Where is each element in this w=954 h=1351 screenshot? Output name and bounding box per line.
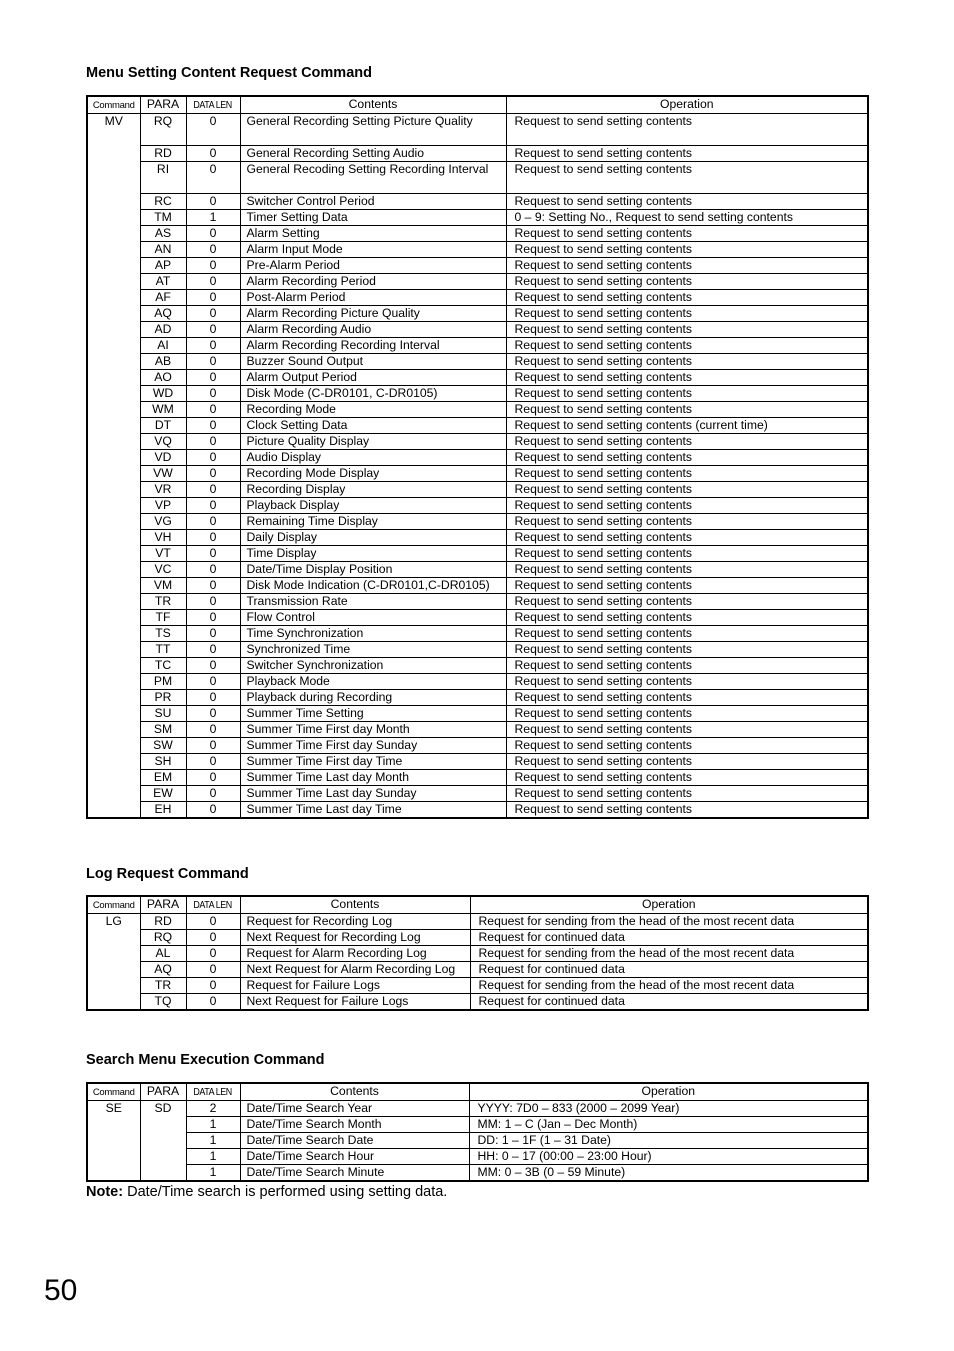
datalen-cell: 0: [186, 562, 240, 578]
menu-section-title: Menu Setting Content Request Command: [86, 65, 372, 81]
para-cell: EH: [140, 802, 186, 818]
table-row: [87, 946, 868, 962]
datalen-cell: 0: [186, 914, 240, 930]
operation-cell: Request to send setting contents (current time): [506, 418, 868, 434]
datalen-cell: 0: [186, 546, 240, 562]
table-row: [87, 258, 868, 274]
header-operation: Operation: [470, 896, 868, 914]
operation-cell: Request to send setting contents: [506, 770, 868, 786]
log-command-table: [86, 895, 869, 1011]
para-cell: WM: [140, 402, 186, 418]
operation-cell: Request to send setting contents: [506, 626, 868, 642]
para-cell: AQ: [140, 306, 186, 322]
table-row: [87, 562, 868, 578]
contents-cell: Playback Mode: [240, 674, 506, 690]
para-cell: SU: [140, 706, 186, 722]
contents-cell: Summer Time Last day Time: [240, 802, 506, 818]
contents-cell: Summer Time Last day Month: [240, 770, 506, 786]
operation-cell: DD: 1 – 1F (1 – 31 Date): [469, 1133, 868, 1149]
table-row: [87, 290, 868, 306]
contents-cell: Alarm Recording Audio: [240, 322, 506, 338]
contents-cell: Alarm Setting: [240, 226, 506, 242]
datalen-cell: 0: [186, 290, 240, 306]
contents-cell: Synchronized Time: [240, 642, 506, 658]
contents-cell: General Recoding Setting Recording Interval: [240, 162, 506, 194]
table-row: [87, 162, 868, 194]
table-row: [87, 274, 868, 290]
para-cell: PR: [140, 690, 186, 706]
datalen-cell: 0: [186, 242, 240, 258]
datalen-cell: 0: [186, 690, 240, 706]
operation-cell: Request to send setting contents: [506, 370, 868, 386]
header-datalen: DATA LEN: [186, 896, 240, 914]
header-para: PARA: [140, 1083, 186, 1101]
search-section-title: Search Menu Execution Command: [86, 1052, 325, 1068]
page-number: 50: [44, 1274, 78, 1307]
para-cell: TR: [140, 978, 186, 994]
datalen-cell: 0: [186, 322, 240, 338]
header-contents: Contents: [240, 1083, 469, 1101]
datalen-cell: 0: [186, 786, 240, 802]
note-text: Date/Time search is performed using setting data.: [123, 1184, 448, 1200]
contents-cell: Next Request for Failure Logs: [240, 994, 470, 1010]
operation-cell: Request to send setting contents: [506, 578, 868, 594]
header-command: Command: [87, 96, 140, 114]
contents-cell: Daily Display: [240, 530, 506, 546]
table-row: [87, 770, 868, 786]
datalen-cell: 0: [186, 466, 240, 482]
para-cell: PM: [140, 674, 186, 690]
para-cell: AF: [140, 290, 186, 306]
datalen-cell: 0: [186, 338, 240, 354]
datalen-cell: 0: [186, 994, 240, 1010]
table-row: [87, 194, 868, 210]
log-section-title: Log Request Command: [86, 866, 249, 882]
operation-cell: Request to send setting contents: [506, 530, 868, 546]
table-row: [87, 146, 868, 162]
table-row: [87, 754, 868, 770]
operation-cell: Request to send setting contents: [506, 482, 868, 498]
table-row: [87, 786, 868, 802]
table-row: [87, 322, 868, 338]
table-row: [87, 514, 868, 530]
para-cell: VM: [140, 578, 186, 594]
operation-cell: Request to send setting contents: [506, 690, 868, 706]
operation-cell: Request to send setting contents: [506, 322, 868, 338]
para-cell: SH: [140, 754, 186, 770]
table-row: [87, 706, 868, 722]
operation-cell: Request to send setting contents: [506, 674, 868, 690]
contents-cell: Recording Mode: [240, 402, 506, 418]
header-datalen: DATA LEN: [186, 1083, 240, 1101]
contents-cell: Summer Time First day Time: [240, 754, 506, 770]
contents-cell: Timer Setting Data: [240, 210, 506, 226]
contents-cell: Request for Failure Logs: [240, 978, 470, 994]
datalen-cell: 0: [186, 930, 240, 946]
operation-cell: Request to send setting contents: [506, 722, 868, 738]
table-row: [87, 354, 868, 370]
datalen-cell: 0: [186, 482, 240, 498]
datalen-cell: 0: [186, 962, 240, 978]
table-row: [87, 370, 868, 386]
datalen-cell: 0: [186, 770, 240, 786]
contents-cell: Alarm Recording Period: [240, 274, 506, 290]
para-cell: TS: [140, 626, 186, 642]
operation-cell: Request to send setting contents: [506, 354, 868, 370]
datalen-cell: 0: [186, 498, 240, 514]
contents-cell: Recording Display: [240, 482, 506, 498]
datalen-cell: 1: [186, 1149, 240, 1165]
table-row: [87, 1149, 868, 1165]
para-cell: VH: [140, 530, 186, 546]
table-row: [87, 338, 868, 354]
header-para: PARA: [140, 96, 186, 114]
datalen-cell: 0: [186, 450, 240, 466]
table-row: [87, 242, 868, 258]
para-cell: VR: [140, 482, 186, 498]
para-cell: TM: [140, 210, 186, 226]
operation-cell: Request to send setting contents: [506, 402, 868, 418]
datalen-cell: 0: [186, 162, 240, 194]
header-datalen: DATA LEN: [186, 96, 240, 114]
para-cell: RI: [140, 162, 186, 194]
operation-cell: Request to send setting contents: [506, 386, 868, 402]
operation-cell: MM: 0 – 3B (0 – 59 Minute): [469, 1165, 868, 1181]
operation-cell: Request to send setting contents: [506, 146, 868, 162]
contents-cell: Transmission Rate: [240, 594, 506, 610]
datalen-cell: 0: [186, 738, 240, 754]
datalen-cell: 2: [186, 1101, 240, 1117]
datalen-cell: 0: [186, 754, 240, 770]
datalen-cell: 0: [186, 146, 240, 162]
para-cell: TQ: [140, 994, 186, 1010]
operation-cell: MM: 1 – C (Jan – Dec Month): [469, 1117, 868, 1133]
datalen-cell: 0: [186, 802, 240, 818]
operation-cell: Request to send setting contents: [506, 498, 868, 514]
datalen-cell: 0: [186, 722, 240, 738]
operation-cell: Request for sending from the head of the most recent data: [470, 914, 868, 930]
datalen-cell: 0: [186, 370, 240, 386]
operation-cell: Request to send setting contents: [506, 274, 868, 290]
contents-cell: Switcher Synchronization: [240, 658, 506, 674]
operation-cell: Request to send setting contents: [506, 114, 868, 146]
datalen-cell: 0: [186, 434, 240, 450]
table-row: [87, 402, 868, 418]
operation-cell: HH: 0 – 17 (00:00 – 23:00 Hour): [469, 1149, 868, 1165]
contents-cell: Disk Mode Indication (C-DR0101,C-DR0105): [240, 578, 506, 594]
contents-cell: Time Display: [240, 546, 506, 562]
para-cell: SW: [140, 738, 186, 754]
contents-cell: General Recording Setting Audio: [240, 146, 506, 162]
table-row: [87, 434, 868, 450]
table-row: [87, 994, 868, 1010]
header-para: PARA: [140, 896, 186, 914]
para-cell: RQ: [140, 930, 186, 946]
operation-cell: Request to send setting contents: [506, 466, 868, 482]
table-row: [87, 226, 868, 242]
operation-cell: Request to send setting contents: [506, 258, 868, 274]
datalen-cell: 0: [186, 354, 240, 370]
datalen-cell: 0: [186, 386, 240, 402]
contents-cell: Buzzer Sound Output: [240, 354, 506, 370]
contents-cell: Next Request for Recording Log: [240, 930, 470, 946]
table-row: [87, 306, 868, 322]
contents-cell: Remaining Time Display: [240, 514, 506, 530]
operation-cell: Request to send setting contents: [506, 338, 868, 354]
datalen-cell: 0: [186, 194, 240, 210]
table-row: [87, 674, 868, 690]
contents-cell: Summer Time First day Sunday: [240, 738, 506, 754]
contents-cell: Time Synchronization: [240, 626, 506, 642]
search-command-table: [86, 1082, 869, 1182]
datalen-cell: 0: [186, 514, 240, 530]
contents-cell: Date/Time Search Minute: [240, 1165, 469, 1181]
contents-cell: Summer Time Setting: [240, 706, 506, 722]
operation-cell: Request for continued data: [470, 994, 868, 1010]
para-cell: VC: [140, 562, 186, 578]
para-cell: AN: [140, 242, 186, 258]
operation-cell: Request to send setting contents: [506, 658, 868, 674]
menu-command-table: [86, 95, 869, 819]
datalen-cell: 0: [186, 594, 240, 610]
para-cell: WD: [140, 386, 186, 402]
header-contents: Contents: [240, 96, 506, 114]
table-row: [87, 114, 868, 146]
para-cell: RD: [140, 914, 186, 930]
operation-cell: Request to send setting contents: [506, 162, 868, 194]
datalen-cell: 1: [186, 1165, 240, 1181]
datalen-cell: 1: [186, 1117, 240, 1133]
table-row: [87, 658, 868, 674]
table-row: [87, 210, 868, 226]
table-row: [87, 610, 868, 626]
command-cell: SE: [87, 1101, 140, 1181]
para-cell: SD: [140, 1101, 186, 1181]
contents-cell: Request for Alarm Recording Log: [240, 946, 470, 962]
operation-cell: Request to send setting contents: [506, 610, 868, 626]
datalen-cell: 0: [186, 642, 240, 658]
operation-cell: Request to send setting contents: [506, 194, 868, 210]
table-row: [87, 530, 868, 546]
note: [86, 1184, 447, 1200]
operation-cell: Request to send setting contents: [506, 434, 868, 450]
para-cell: VT: [140, 546, 186, 562]
para-cell: RQ: [140, 114, 186, 146]
contents-cell: Audio Display: [240, 450, 506, 466]
table-row: [87, 962, 868, 978]
datalen-cell: 0: [186, 978, 240, 994]
command-cell: MV: [87, 114, 140, 818]
para-cell: TC: [140, 658, 186, 674]
header-contents: Contents: [240, 896, 470, 914]
table-row: [87, 738, 868, 754]
datalen-cell: 0: [186, 402, 240, 418]
para-cell: VW: [140, 466, 186, 482]
contents-cell: Alarm Recording Picture Quality: [240, 306, 506, 322]
datalen-cell: 0: [186, 610, 240, 626]
datalen-cell: 0: [186, 258, 240, 274]
contents-cell: Playback Display: [240, 498, 506, 514]
contents-cell: Post-Alarm Period: [240, 290, 506, 306]
header-command: Command: [87, 896, 140, 914]
para-cell: AB: [140, 354, 186, 370]
table-row: [87, 642, 868, 658]
para-cell: VP: [140, 498, 186, 514]
para-cell: SM: [140, 722, 186, 738]
header-command: Command: [87, 1083, 140, 1101]
operation-cell: Request to send setting contents: [506, 242, 868, 258]
para-cell: AQ: [140, 962, 186, 978]
table-row: [87, 802, 868, 818]
operation-cell: Request to send setting contents: [506, 706, 868, 722]
para-cell: EW: [140, 786, 186, 802]
table-row: [87, 626, 868, 642]
para-cell: RD: [140, 146, 186, 162]
table-row: [87, 386, 868, 402]
operation-cell: Request for sending from the head of the most recent data: [470, 978, 868, 994]
datalen-cell: 0: [186, 306, 240, 322]
contents-cell: Request for Recording Log: [240, 914, 470, 930]
para-cell: EM: [140, 770, 186, 786]
contents-cell: Alarm Input Mode: [240, 242, 506, 258]
para-cell: AI: [140, 338, 186, 354]
para-cell: AD: [140, 322, 186, 338]
contents-cell: Alarm Output Period: [240, 370, 506, 386]
contents-cell: Flow Control: [240, 610, 506, 626]
contents-cell: Summer Time Last day Sunday: [240, 786, 506, 802]
operation-cell: 0 – 9: Setting No., Request to send setting contents: [506, 210, 868, 226]
datalen-cell: 0: [186, 274, 240, 290]
datalen-cell: 0: [186, 674, 240, 690]
datalen-cell: 0: [186, 658, 240, 674]
contents-cell: Playback during Recording: [240, 690, 506, 706]
operation-cell: Request for continued data: [470, 962, 868, 978]
operation-cell: Request to send setting contents: [506, 786, 868, 802]
para-cell: AT: [140, 274, 186, 290]
contents-cell: Recording Mode Display: [240, 466, 506, 482]
contents-cell: Date/Time Display Position: [240, 562, 506, 578]
header-operation: Operation: [506, 96, 868, 114]
datalen-cell: 1: [186, 1133, 240, 1149]
contents-cell: Summer Time First day Month: [240, 722, 506, 738]
para-cell: AS: [140, 226, 186, 242]
table-row: [87, 690, 868, 706]
table-row: [87, 466, 868, 482]
table-row: [87, 1117, 868, 1133]
contents-cell: Clock Setting Data: [240, 418, 506, 434]
datalen-cell: 0: [186, 226, 240, 242]
contents-cell: Alarm Recording Recording Interval: [240, 338, 506, 354]
contents-cell: Date/Time Search Date: [240, 1133, 469, 1149]
contents-cell: Next Request for Alarm Recording Log: [240, 962, 470, 978]
table-row: [87, 482, 868, 498]
table-row: [87, 978, 868, 994]
table-row: [87, 722, 868, 738]
datalen-cell: 0: [186, 114, 240, 146]
contents-cell: Date/Time Search Hour: [240, 1149, 469, 1165]
operation-cell: Request to send setting contents: [506, 450, 868, 466]
operation-cell: Request to send setting contents: [506, 226, 868, 242]
table-row: [87, 546, 868, 562]
para-cell: AP: [140, 258, 186, 274]
operation-cell: Request to send setting contents: [506, 738, 868, 754]
contents-cell: Disk Mode (C-DR0101, C-DR0105): [240, 386, 506, 402]
datalen-cell: 0: [186, 626, 240, 642]
table-row: [87, 930, 868, 946]
para-cell: TT: [140, 642, 186, 658]
table-row: [87, 914, 868, 930]
contents-cell: Picture Quality Display: [240, 434, 506, 450]
contents-cell: General Recording Setting Picture Quality: [240, 114, 506, 146]
operation-cell: Request to send setting contents: [506, 562, 868, 578]
contents-cell: Date/Time Search Month: [240, 1117, 469, 1133]
table-row: [87, 1165, 868, 1181]
table-row: [87, 498, 868, 514]
contents-cell: Switcher Control Period: [240, 194, 506, 210]
operation-cell: Request to send setting contents: [506, 594, 868, 610]
operation-cell: Request to send setting contents: [506, 514, 868, 530]
datalen-cell: 0: [186, 418, 240, 434]
datalen-cell: 0: [186, 530, 240, 546]
para-cell: AL: [140, 946, 186, 962]
operation-cell: Request for continued data: [470, 930, 868, 946]
datalen-cell: 0: [186, 946, 240, 962]
note-label: Note:: [86, 1184, 124, 1200]
datalen-cell: 1: [186, 210, 240, 226]
para-cell: DT: [140, 418, 186, 434]
table-row: [87, 418, 868, 434]
command-cell: LG: [87, 914, 140, 1010]
table-row: [87, 1101, 868, 1117]
para-cell: TF: [140, 610, 186, 626]
operation-cell: Request to send setting contents: [506, 802, 868, 818]
para-cell: AO: [140, 370, 186, 386]
operation-cell: Request to send setting contents: [506, 306, 868, 322]
table-row: [87, 1133, 868, 1149]
para-cell: VD: [140, 450, 186, 466]
operation-cell: YYYY: 7D0 – 833 (2000 – 2099 Year): [469, 1101, 868, 1117]
contents-cell: Pre-Alarm Period: [240, 258, 506, 274]
operation-cell: Request to send setting contents: [506, 754, 868, 770]
table-row: [87, 578, 868, 594]
table-row: [87, 594, 868, 610]
operation-cell: Request for sending from the head of the most recent data: [470, 946, 868, 962]
para-cell: TR: [140, 594, 186, 610]
datalen-cell: 0: [186, 578, 240, 594]
para-cell: VQ: [140, 434, 186, 450]
contents-cell: Date/Time Search Year: [240, 1101, 469, 1117]
header-operation: Operation: [469, 1083, 868, 1101]
para-cell: RC: [140, 194, 186, 210]
operation-cell: Request to send setting contents: [506, 290, 868, 306]
operation-cell: Request to send setting contents: [506, 546, 868, 562]
para-cell: VG: [140, 514, 186, 530]
datalen-cell: 0: [186, 706, 240, 722]
table-row: [87, 450, 868, 466]
operation-cell: Request to send setting contents: [506, 642, 868, 658]
